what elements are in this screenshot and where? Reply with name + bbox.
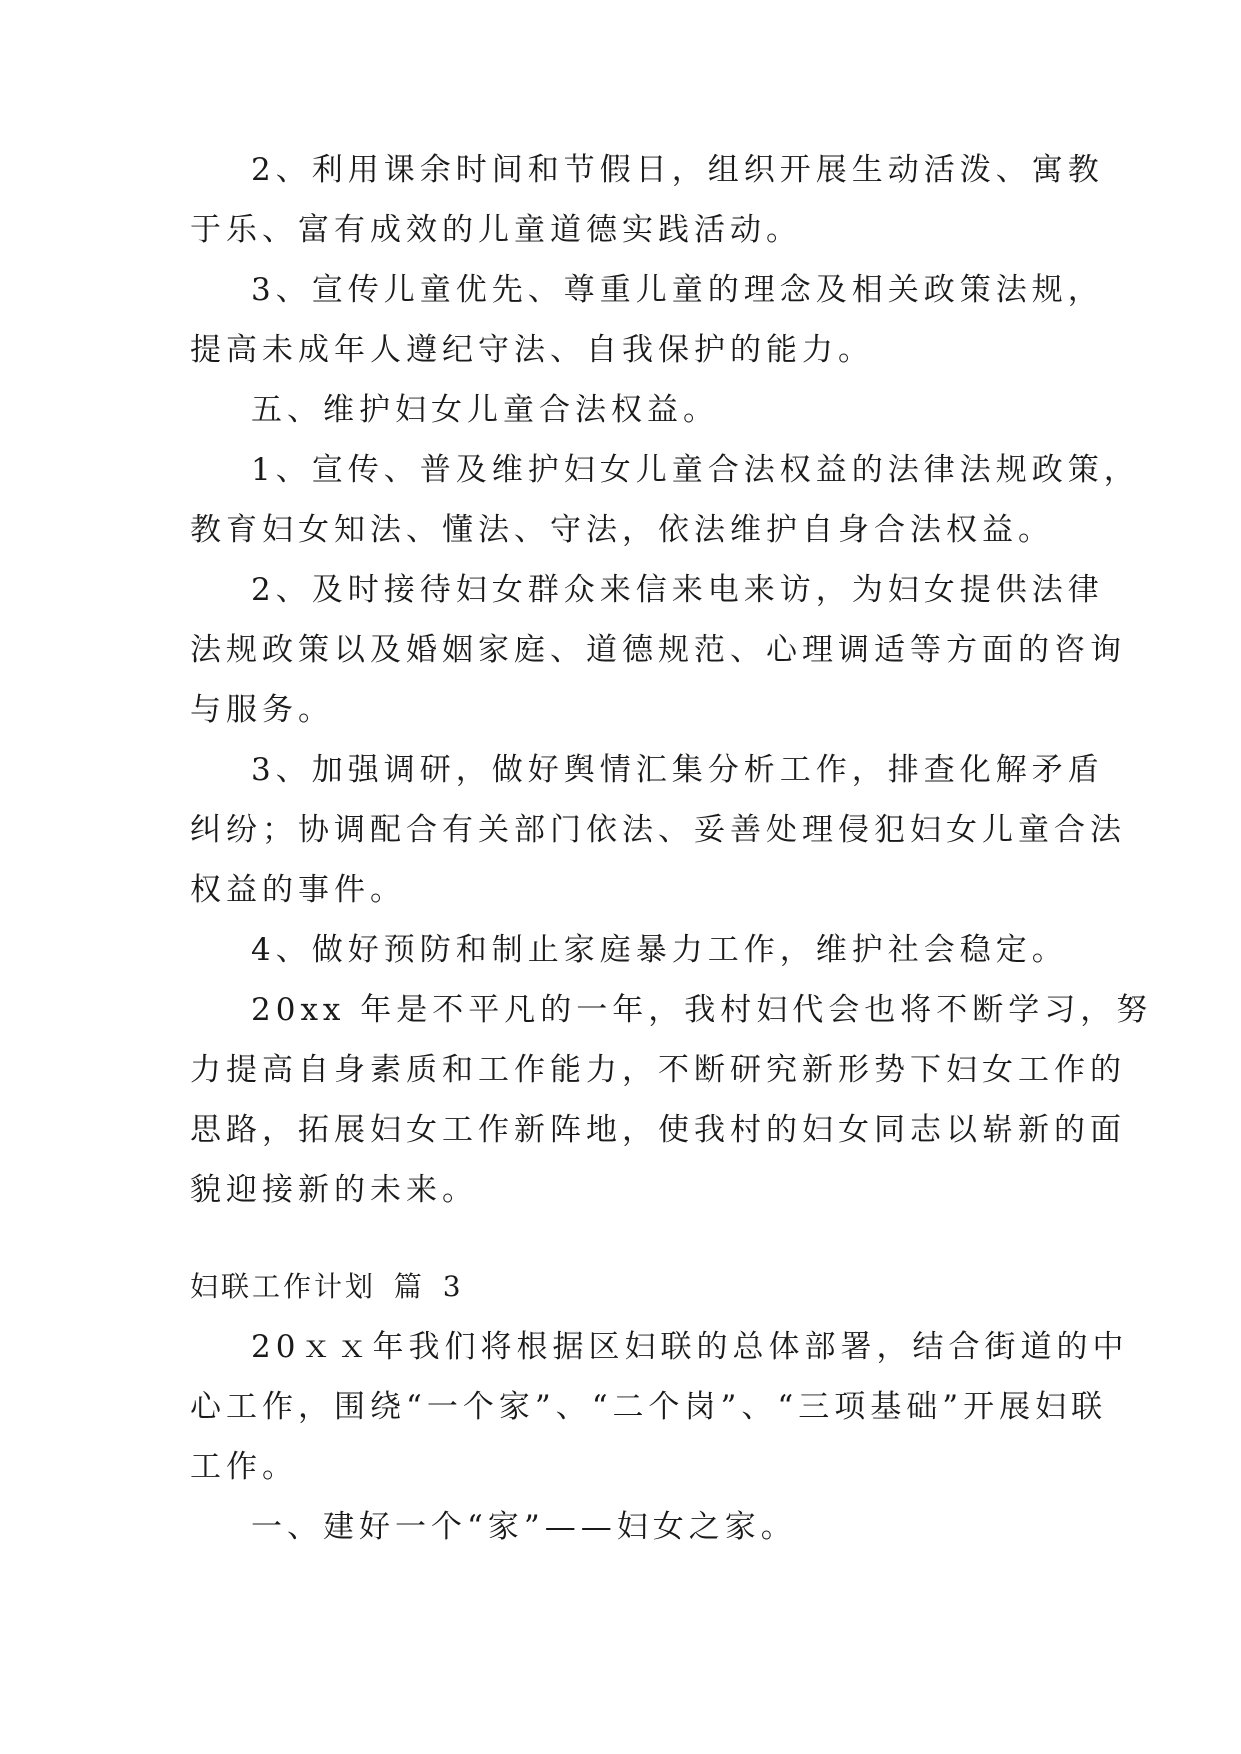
paragraph-line: 一、建好一个“家”——妇女之家。 bbox=[251, 1509, 797, 1545]
paragraph-line: 20ｘｘ年我们将根据区妇联的总体部署，结合街道的中 bbox=[251, 1329, 1129, 1365]
paragraph-line: 纠纷；协调配合有关部门依法、妥善处理侵犯妇女儿童合法 bbox=[190, 812, 1126, 848]
paragraph-line: 貌迎接新的未来。 bbox=[190, 1172, 478, 1208]
paragraph-line: 权益的事件。 bbox=[190, 872, 406, 908]
paragraph-line: 心工作，围绕“一个家”、“二个岗”、“三项基础”开展妇联 bbox=[190, 1389, 1108, 1425]
paragraph-line: 力提高自身素质和工作能力，不断研究新形势下妇女工作的 bbox=[190, 1052, 1126, 1088]
paragraph-line: 1、宣传、普及维护妇女儿童合法权益的法律法规政策， bbox=[251, 452, 1140, 488]
paragraph-line: 教育妇女知法、懂法、守法，依法维护自身合法权益。 bbox=[190, 512, 1054, 548]
paragraph-line: 工作。 bbox=[190, 1449, 298, 1485]
paragraph-line: 4、做好预防和制止家庭暴力工作，维护社会稳定。 bbox=[251, 932, 1068, 968]
paragraph-line: 于乐、富有成效的儿童道德实践活动。 bbox=[190, 212, 802, 248]
paragraph-line: 法规政策以及婚姻家庭、道德规范、心理调适等方面的咨询 bbox=[190, 632, 1126, 668]
paragraph-line: 2、及时接待妇女群众来信来电来访，为妇女提供法律 bbox=[251, 572, 1104, 608]
paragraph-line: 与服务。 bbox=[190, 692, 334, 728]
paragraph-line: 20xx 年是不平凡的一年，我村妇代会也将不断学习，努 bbox=[251, 992, 1153, 1028]
paragraph-line: 3、加强调研，做好舆情汇集分析工作，排查化解矛盾 bbox=[251, 752, 1104, 788]
paragraph-line: 2、利用课余时间和节假日，组织开展生动活泼、寓教 bbox=[251, 152, 1104, 188]
paragraph-line: 3、宣传儿童优先、尊重儿童的理念及相关政策法规， bbox=[251, 272, 1104, 308]
section-heading: 妇联工作计划 篇 3 bbox=[190, 1270, 464, 1303]
section-heading-line: 五、维护妇女儿童合法权益。 bbox=[251, 392, 719, 428]
paragraph-line: 提高未成年人遵纪守法、自我保护的能力。 bbox=[190, 332, 874, 368]
paragraph-line: 思路，拓展妇女工作新阵地，使我村的妇女同志以崭新的面 bbox=[190, 1112, 1126, 1148]
